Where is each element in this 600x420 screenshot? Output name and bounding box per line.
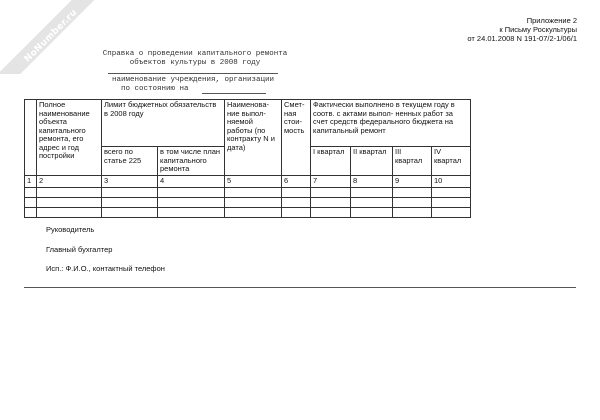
table-row bbox=[25, 197, 471, 207]
table-row bbox=[25, 207, 471, 217]
column-number: 10 bbox=[432, 176, 471, 188]
appendix-line-3: от 24.01.2008 N 191-07/2-1/06/1 bbox=[467, 34, 577, 43]
footer-divider bbox=[24, 287, 576, 288]
header-quarter-2: II квартал bbox=[351, 147, 393, 176]
table-number-row bbox=[25, 176, 471, 188]
as-of-label: по состоянию на bbox=[121, 85, 189, 93]
form-title-line-1: Справка о проведении капитального ремонта bbox=[102, 50, 288, 58]
column-number: 8 bbox=[351, 176, 393, 188]
header-budget-limit: Лимит бюджетных обязательств в 2008 году bbox=[102, 100, 225, 147]
appendix-line-2: к Письму Роскультуры bbox=[499, 25, 577, 34]
column-number: 1 bbox=[25, 176, 37, 188]
column-number: 9 bbox=[393, 176, 432, 188]
signature-accountant: Главный бухгалтер bbox=[46, 245, 113, 254]
table-row bbox=[25, 187, 471, 197]
appendix-reference bbox=[467, 16, 577, 43]
header-quarter-4: IV квартал bbox=[432, 147, 471, 176]
form-title bbox=[100, 50, 290, 68]
header-object-name: Полное наименование объекта капитального ремонта, его адрес и год постройки bbox=[37, 100, 102, 176]
form-title-line-2: объектов культуры в 2008 году bbox=[129, 59, 261, 67]
column-number: 3 bbox=[102, 176, 158, 188]
appendix-line-1: Приложение 2 bbox=[526, 16, 577, 25]
header-actual-performed: Фактически выполнено в текущем году в соотв. с актами выпол- ненных работ за счет средств федерального бюджета на капитальный ремонт bbox=[311, 100, 471, 147]
signature-executor: Исп.: Ф.И.О., контактный телефон bbox=[46, 264, 165, 273]
header-estimated-cost: Смет- ная стои- мость bbox=[282, 100, 311, 176]
column-number: 6 bbox=[282, 176, 311, 188]
header-repair-plan: в том числе план капитального ремонта bbox=[158, 147, 225, 176]
signature-head: Руководитель bbox=[46, 225, 95, 234]
institution-fill-line bbox=[108, 73, 278, 74]
watermark-text: NoNumber.ru bbox=[22, 7, 80, 65]
column-number: 5 bbox=[225, 176, 282, 188]
header-quarter-3: III квартал bbox=[393, 147, 432, 176]
table-header-row bbox=[25, 100, 471, 147]
header-quarter-1: I квартал bbox=[311, 147, 351, 176]
column-number: 7 bbox=[311, 176, 351, 188]
column-number: 2 bbox=[37, 176, 102, 188]
institution-label: наименование учреждения, организации bbox=[111, 76, 275, 84]
column-number: 4 bbox=[158, 176, 225, 188]
as-of-fill-line bbox=[202, 93, 266, 94]
header-work-name: Наименова- ние выпол- няемой работы (по контракту N и дата) bbox=[225, 100, 282, 176]
institution-block bbox=[108, 76, 278, 94]
header-total-225: всего по статье 225 bbox=[102, 147, 158, 176]
header-cell-1 bbox=[25, 100, 37, 176]
report-table bbox=[24, 99, 471, 218]
